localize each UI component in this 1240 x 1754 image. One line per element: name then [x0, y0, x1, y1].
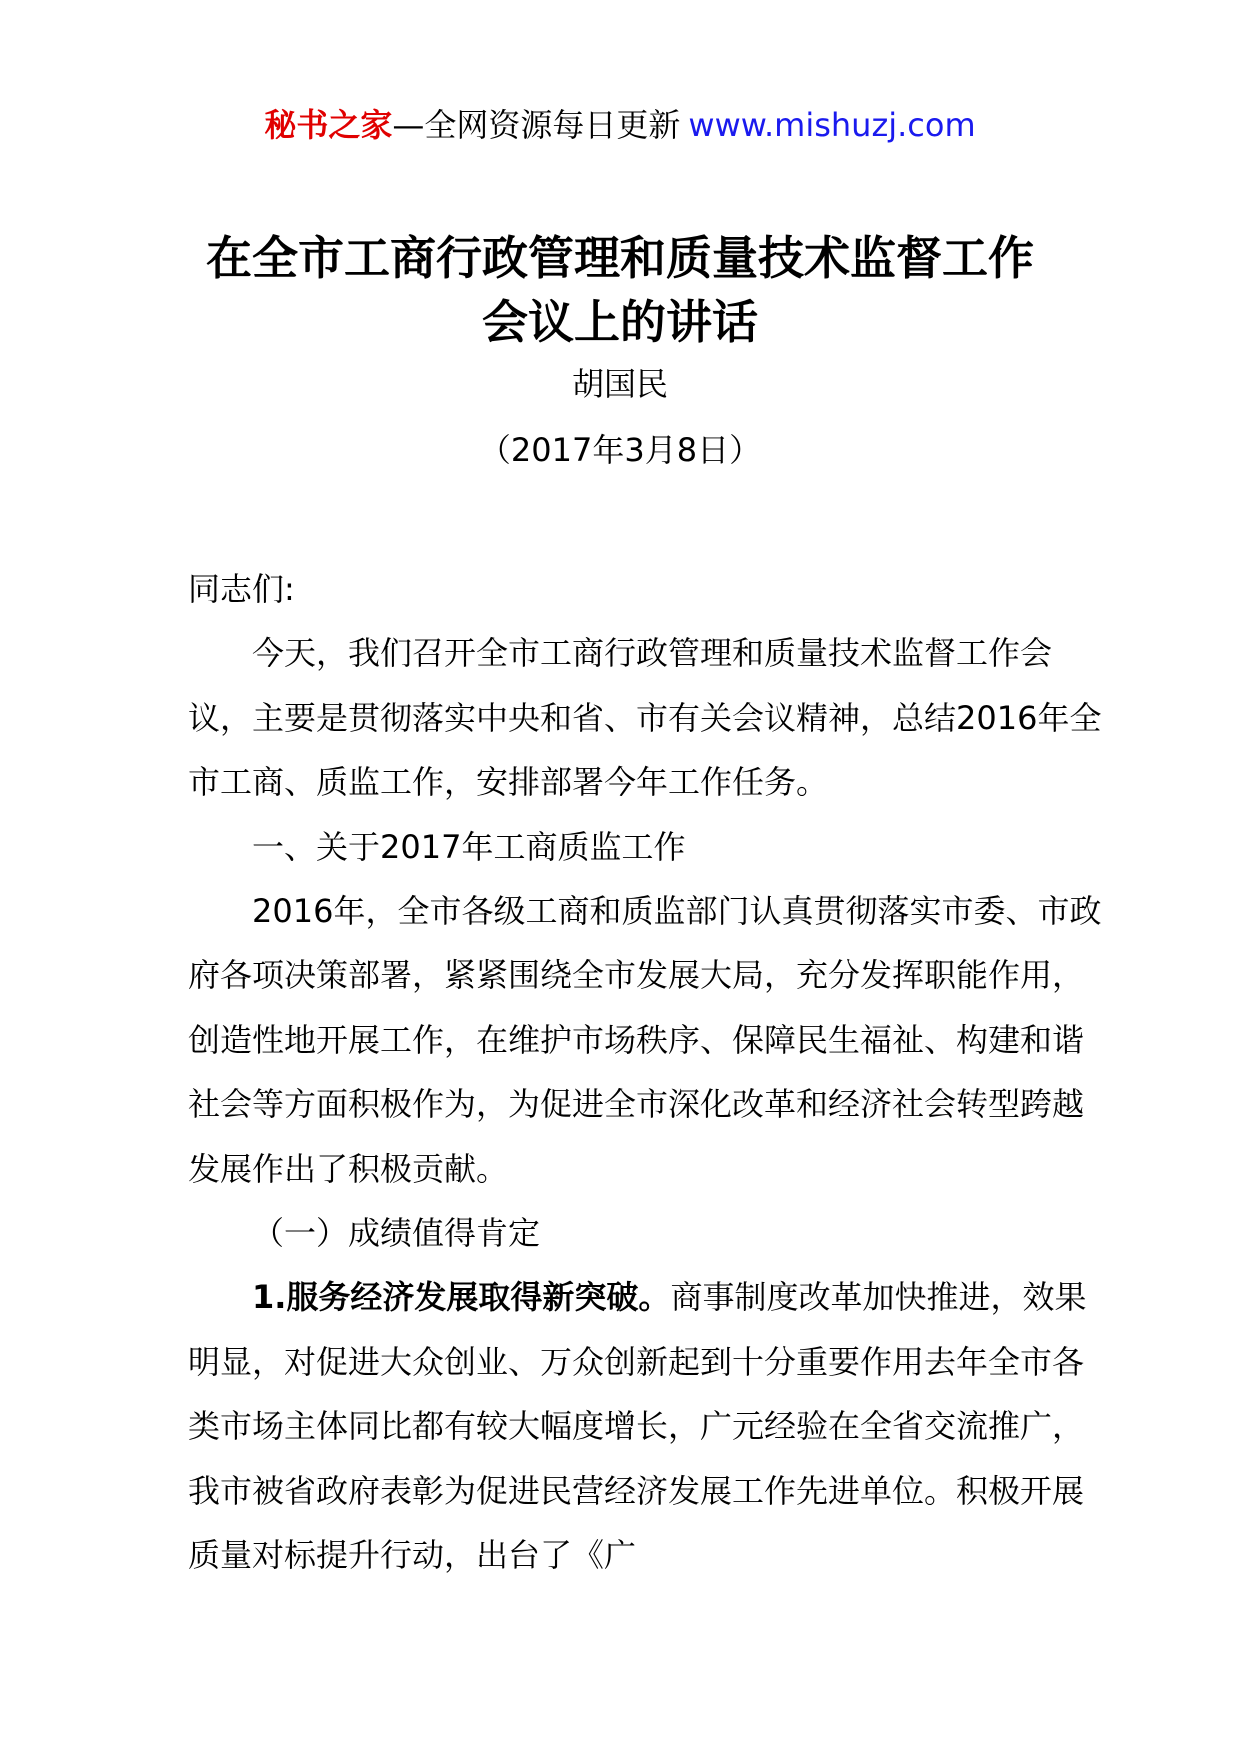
item-lead: 1.服务经济发展取得新突破。 [252, 1278, 671, 1317]
salutation: 同志们: [188, 570, 295, 608]
header-slogan: —全网资源每日更新 [392, 106, 681, 144]
document-date: （2017年3月8日） [478, 431, 762, 469]
site-url-link[interactable]: www.mishuzj.com [688, 106, 976, 144]
paragraph-summary: 2016年，全市各级工商和质监部门认真贯彻落实市委、市政府各项决策部署，紧紧围绕全市发展大局，充分发挥职能作用，创造性地开展工作，在维护市场秩序、保障民生福祉、构建和谐社会等方面积极作为，为促进全市深化改革和经济社会转型跨越发展作出了积极贡献。 [188, 892, 1102, 1188]
document-title-line-2: 会议上的讲话 [482, 295, 758, 349]
section-heading: 一、关于2017年工商质监工作 [252, 827, 686, 866]
brand-name: 秘书之家 [264, 106, 393, 144]
document-author: 胡国民 [571, 365, 668, 403]
paragraph-intro: 今天，我们召开全市工商行政管理和质量技术监督工作会议，主要是贯彻落实中央和省、市有关会议精神，总结2016年全市工商、质监工作，安排部署今年工作任务。 [188, 634, 1102, 802]
document-title-line-1: 在全市工商行政管理和质量技术监督工作 [206, 231, 1034, 285]
subsection-heading: （一）成绩值得肯定 [252, 1214, 541, 1253]
item-text: 商事制度改革加快推进，效果明显，对促进大众创业、万众创新起到十分重要作用去年全市各类市场主体同比都有较大幅度增长，广元经验在全省交流推广，我市被省政府表彰为促进民营经济发展工作先进单位。积极开展质量对标提升行动，出台了《广 [188, 1278, 1087, 1575]
paragraph-item-1 [188, 1265, 1108, 1587]
site-header [0, 100, 1240, 150]
document-body [188, 557, 1108, 1588]
